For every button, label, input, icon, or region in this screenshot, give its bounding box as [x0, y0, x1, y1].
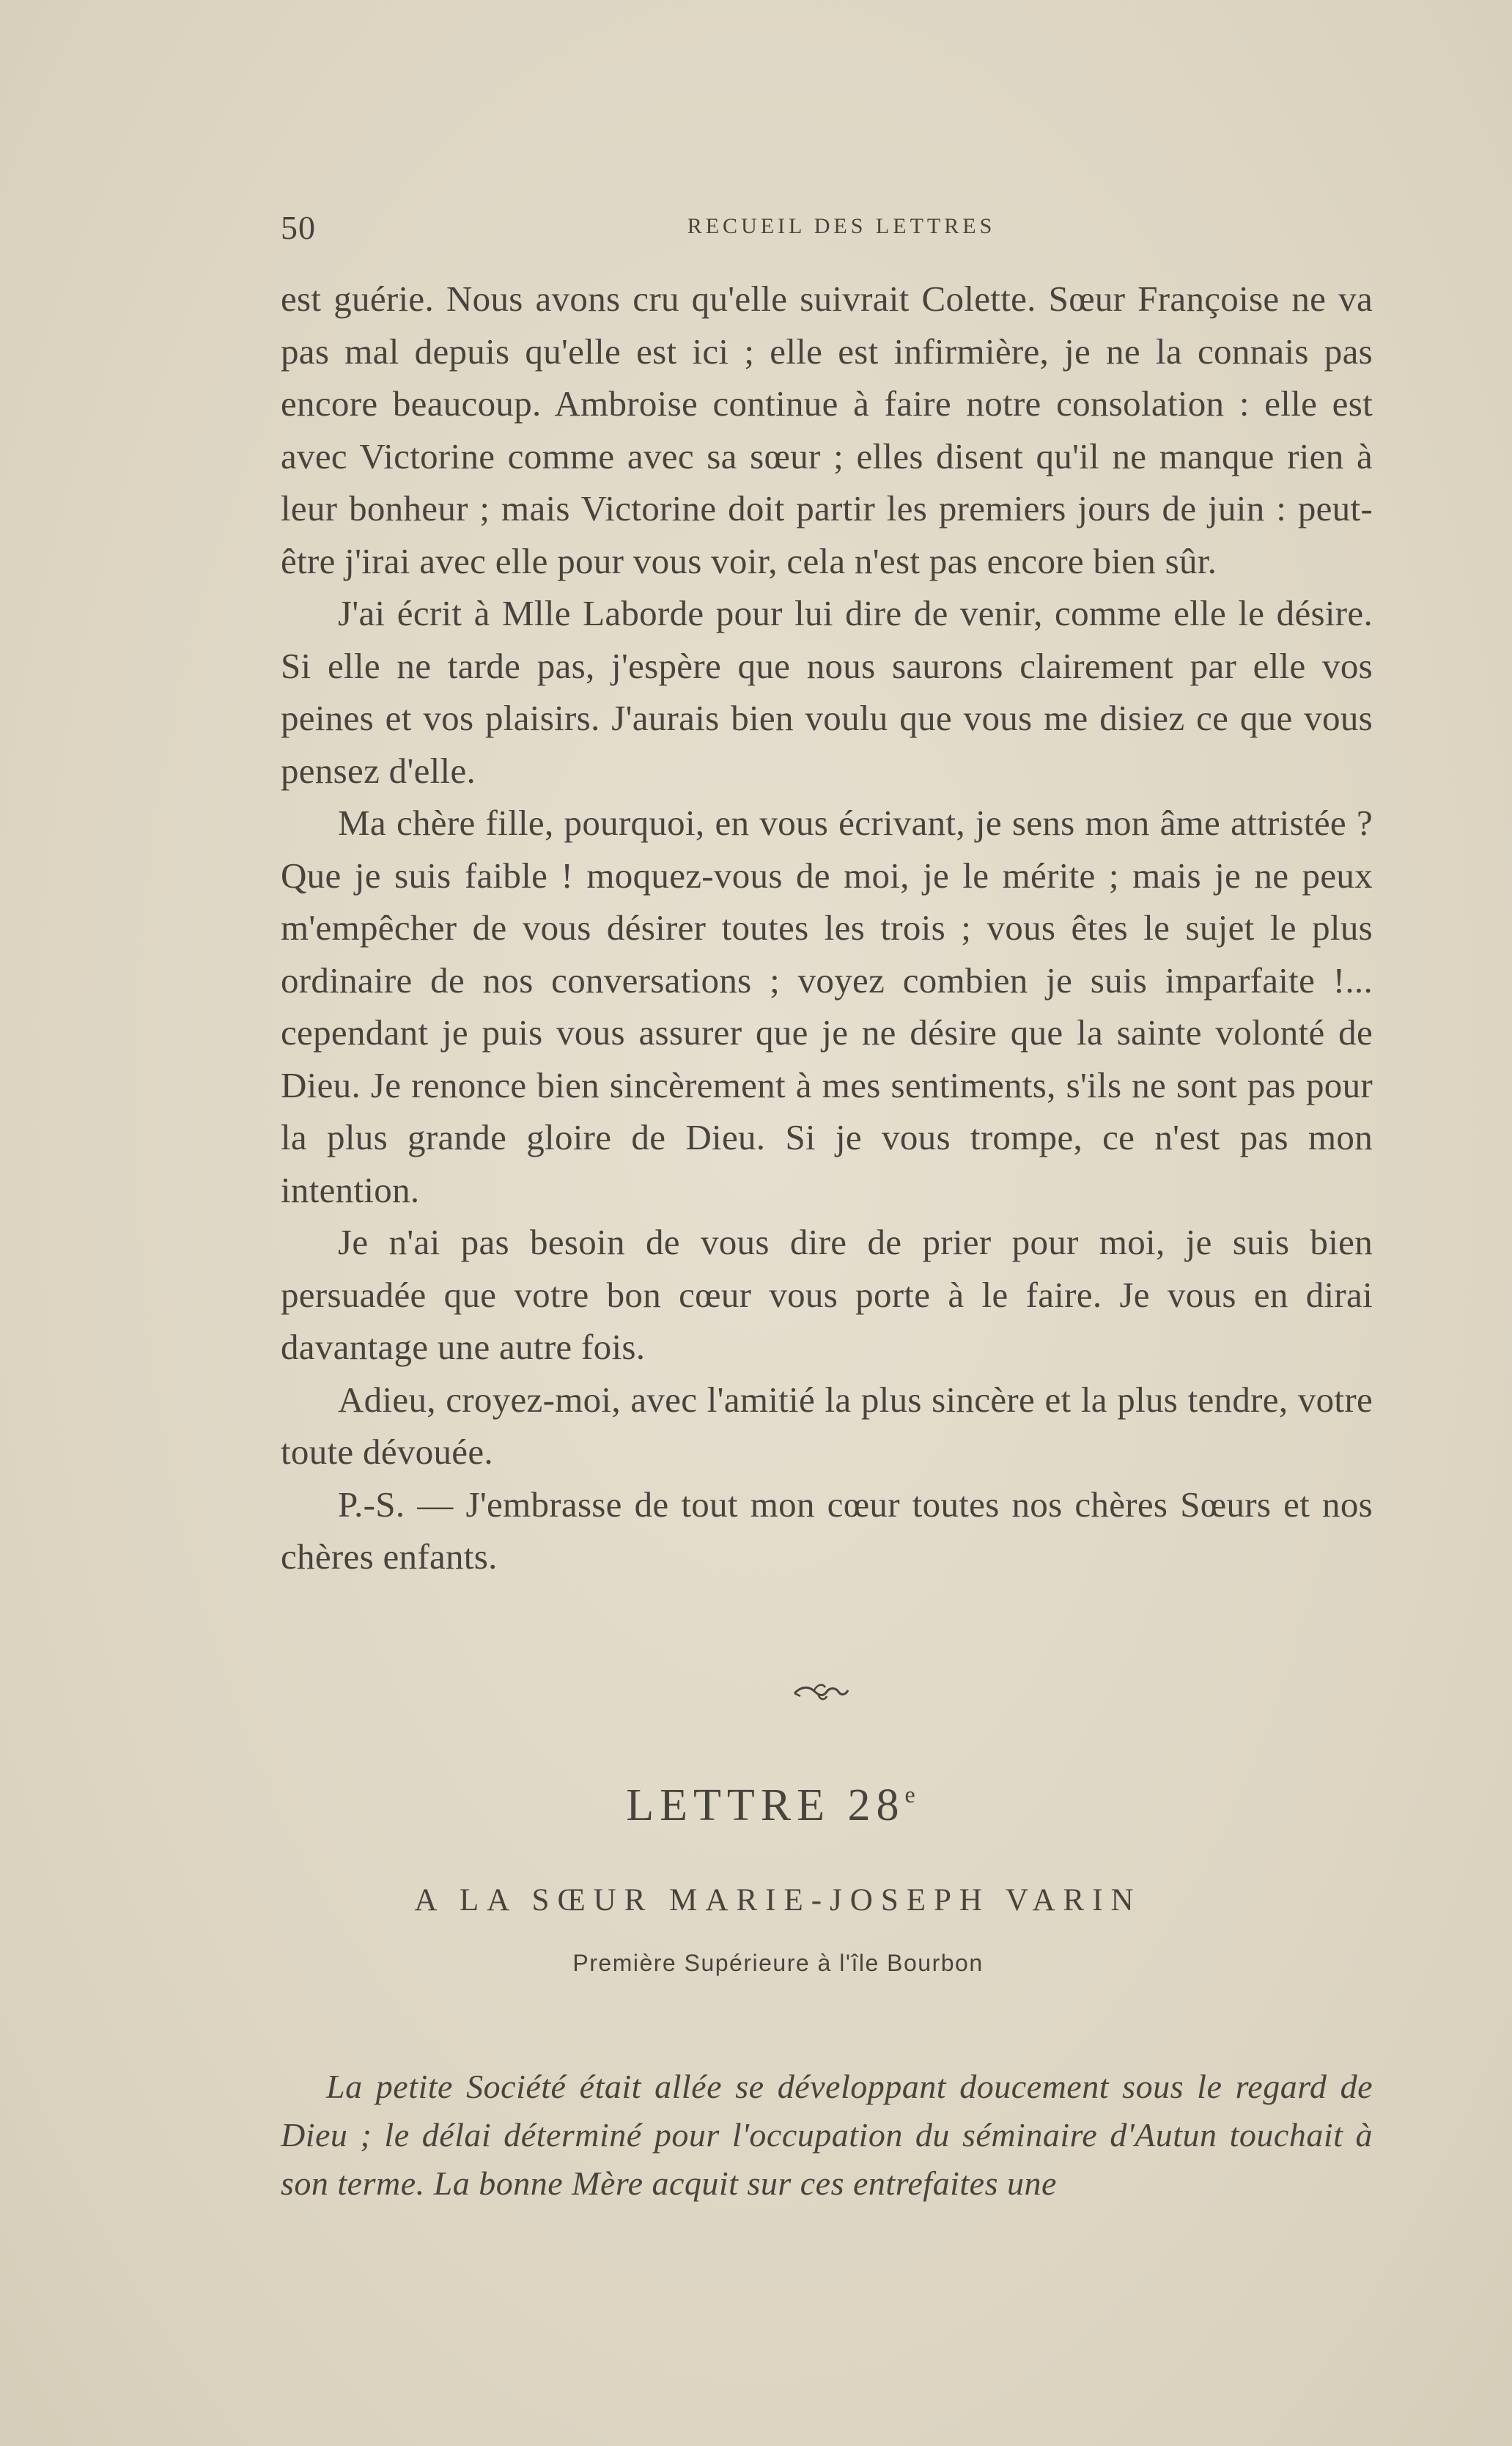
letter-title-text: LETTRE 28: [626, 1780, 905, 1830]
paragraph: Je n'ai pas besoin de vous dire de prier pour moi, je suis bien persuadée que votre bon cœur vous porte à le faire. Je vous en dirai davantage une autre fois.: [281, 1222, 1373, 1367]
running-head: RECUEIL DES LETTRES: [687, 214, 996, 238]
letter-body: [281, 273, 1373, 1583]
paragraph-continuation: est guérie. Nous avons cru qu'elle suivrait Colette. Sœur Françoise ne va pas mal depuis qu'elle est ici ; elle est infirmière, je ne la connais pas encore beaucoup. Ambroise continue à faire notre consolation : elle est avec Victorine comme avec sa sœur ; elles disent qu'il ne manque rien à leur bonheur ; mais Victorine doit partir les premiers jours de juin : peut-être j'irai avec elle pour vous voir, cela n'est pas encore bien sûr.: [281, 279, 1373, 581]
page-header: [281, 208, 1373, 252]
fleuron-ornament-icon: [792, 1677, 850, 1706]
paragraph: J'ai écrit à Mlle Laborde pour lui dire de venir, comme elle le désire. Si elle ne tarde pas, j'espère que nous saurons clairement par elle vos peines et vos plaisirs. J'aurais bien voulu que vous me disiez ce que vous pensez d'elle.: [281, 593, 1373, 791]
page-number: 50: [281, 209, 316, 246]
letter-recipient: A LA SŒUR MARIE-JOSEPH VARIN: [414, 1883, 1142, 1918]
postscript: P.-S. — J'embrasse de tout mon cœur toutes nos chères Sœurs et nos chères enfants.: [281, 1484, 1373, 1577]
paragraph: Adieu, croyez-moi, avec l'amitié la plus sincère et la plus tendre, votre toute dévouée.: [281, 1379, 1373, 1472]
recipient-subtitle: Première Supérieure à l'île Bourbon: [572, 1950, 984, 1976]
paragraph: Ma chère fille, pourquoi, en vous écrivant, je sens mon âme attristée ? Que je suis faible ! moquez-vous de moi, je le mérite ; mais je ne peux m'empêcher de vous désirer toutes les trois ; vous êtes le sujet le plus ordinaire de nos conversations ; voyez combien je suis imparfaite !... cependant je puis vous assurer que je ne désire que la sainte volonté de Dieu. Je renonce bien sincèrement à mes sentiments, s'ils ne sont pas pour la plus grande gloire de Dieu. Si je vous trompe, ce n'est pas mon intention.: [281, 803, 1373, 1210]
letter-title: [0, 1780, 1512, 1832]
editorial-introduction: La petite Société était allée se développant doucement sous le regard de Dieu ; le délai déterminé pour l'occupation du séminaire d'Autun touchait à son terme. La bonne Mère acquit sur ces entrefaites une: [281, 2068, 1373, 2202]
letter-title-superscript: e: [904, 1781, 915, 1808]
